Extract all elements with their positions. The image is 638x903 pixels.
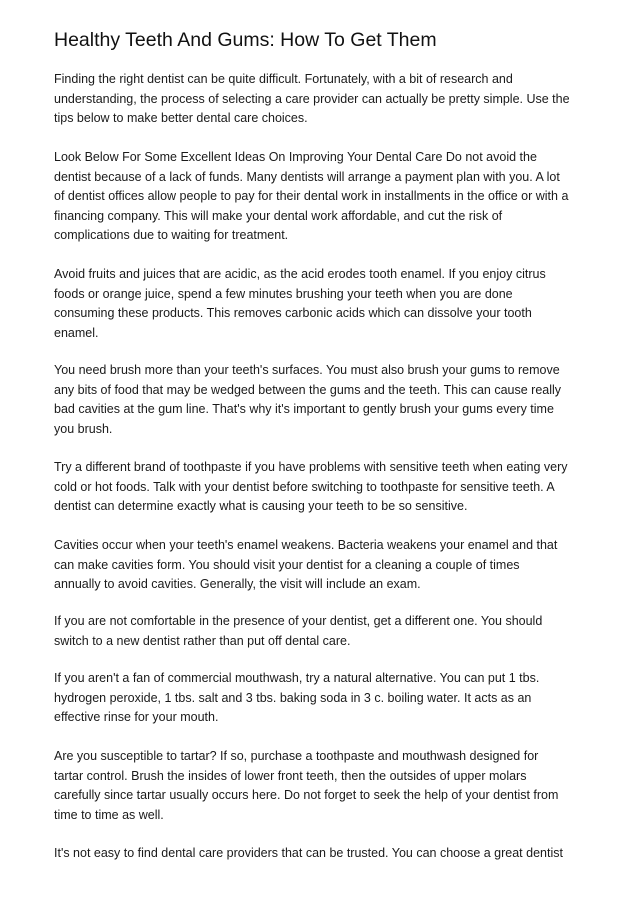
text-line: cold or hot foods. Talk with your dentist before switching to toothpaste for sensitive teeth. A [54,479,555,494]
text-line: can make cavities form. You should visit your dentist for a cleaning a couple of times [54,557,520,572]
text-line: any bits of food that may be wedged between the gums and the teeth. This can cause really [54,382,562,397]
text-line: It's not easy to find dental care providers that can be trusted. You can choose a great dentist [54,846,563,860]
paragraph-acidic-foods [54,265,594,343]
paragraph-brush-gums [54,361,594,439]
text-line: Finding the right dentist can be quite difficult. Fortunately, with a bit of research and [54,72,513,86]
text-line: you brush. [54,421,113,436]
text-line: consuming these products. This removes carbonic acids which can dissolve your tooth [54,306,532,320]
text-line: understanding, the process of selecting a care provider can actually be pretty simple. Use the [54,91,570,106]
text-line: effective rinse for your mouth. [54,710,219,724]
paragraph-payment-plan [54,148,594,246]
paragraph-mouthwash [54,669,594,728]
paragraph-comfortable-dentist [54,612,594,651]
text-line: tartar control. Brush the insides of lower front teeth, then the outsides of upper molars [54,768,527,783]
text-line: Avoid fruits and juices that are acidic, as the acid erodes tooth enamel. If you enjoy citrus [54,267,546,281]
text-line: tips below to make better dental care choices. [54,111,308,125]
text-line: of dentist offices allow people to pay for their dental work in installments in the office or with a [54,189,569,203]
text-line: If you are not comfortable in the presence of your dentist, get a different one. You should [54,614,543,628]
text-line: Cavities occur when your teeth's enamel weakens. Bacteria weakens your enamel and that [54,538,558,552]
text-line: hydrogen peroxide, 1 tbs. salt and 3 tbs. baking soda in 3 c. boiling water. It acts as an [54,690,532,705]
text-line: You need brush more than your teeth's surfaces. You must also brush your gums to remove [54,363,560,377]
text-line: annually to avoid cavities. Generally, the visit will include an exam. [54,577,421,591]
text-line: time to time as well. [54,807,164,822]
text-line: If you aren't a fan of commercial mouthwash, try a natural alternative. You can put 1 tbs. [54,671,540,685]
text-line: carefully since tartar usually occurs here. Do not forget to seek the help of your dentist from [54,788,559,802]
text-line: dentist can determine exactly what is causing your teeth to be so sensitive. [54,499,468,513]
paragraph-sensitive-teeth [54,458,594,517]
paragraph-finding-dentist [54,70,594,129]
text-line: switch to a new dentist rather than put off dental care. [54,633,351,648]
text-line: Look Below For Some Excellent Ideas On Improving Your Dental Care Do not avoid the [54,150,537,164]
text-line: enamel. [54,325,99,340]
paragraph-cavities [54,536,594,595]
text-line: bad cavities at the gum line. That's why it's important to gently brush your gums every time [54,402,554,416]
document-title: Healthy Teeth And Gums: How To Get Them [54,29,437,51]
text-line: dentist because of a lack of funds. Many dentists will arrange a payment plan with you. A lot [54,169,560,184]
text-line: financing company. This will make your dental work affordable, and cut the risk of [54,208,503,223]
text-line: Try a different brand of toothpaste if you have problems with sensitive teeth when eating very [54,460,568,474]
text-line: Are you susceptible to tartar? If so, purchase a toothpaste and mouthwash designed for [54,749,539,763]
paragraph-tartar [54,747,594,825]
paragraph-trusted-providers [54,844,594,864]
text-line: foods or orange juice, spend a few minutes brushing your teeth when you are done [54,286,513,301]
text-line: complications due to waiting for treatment. [54,228,289,242]
